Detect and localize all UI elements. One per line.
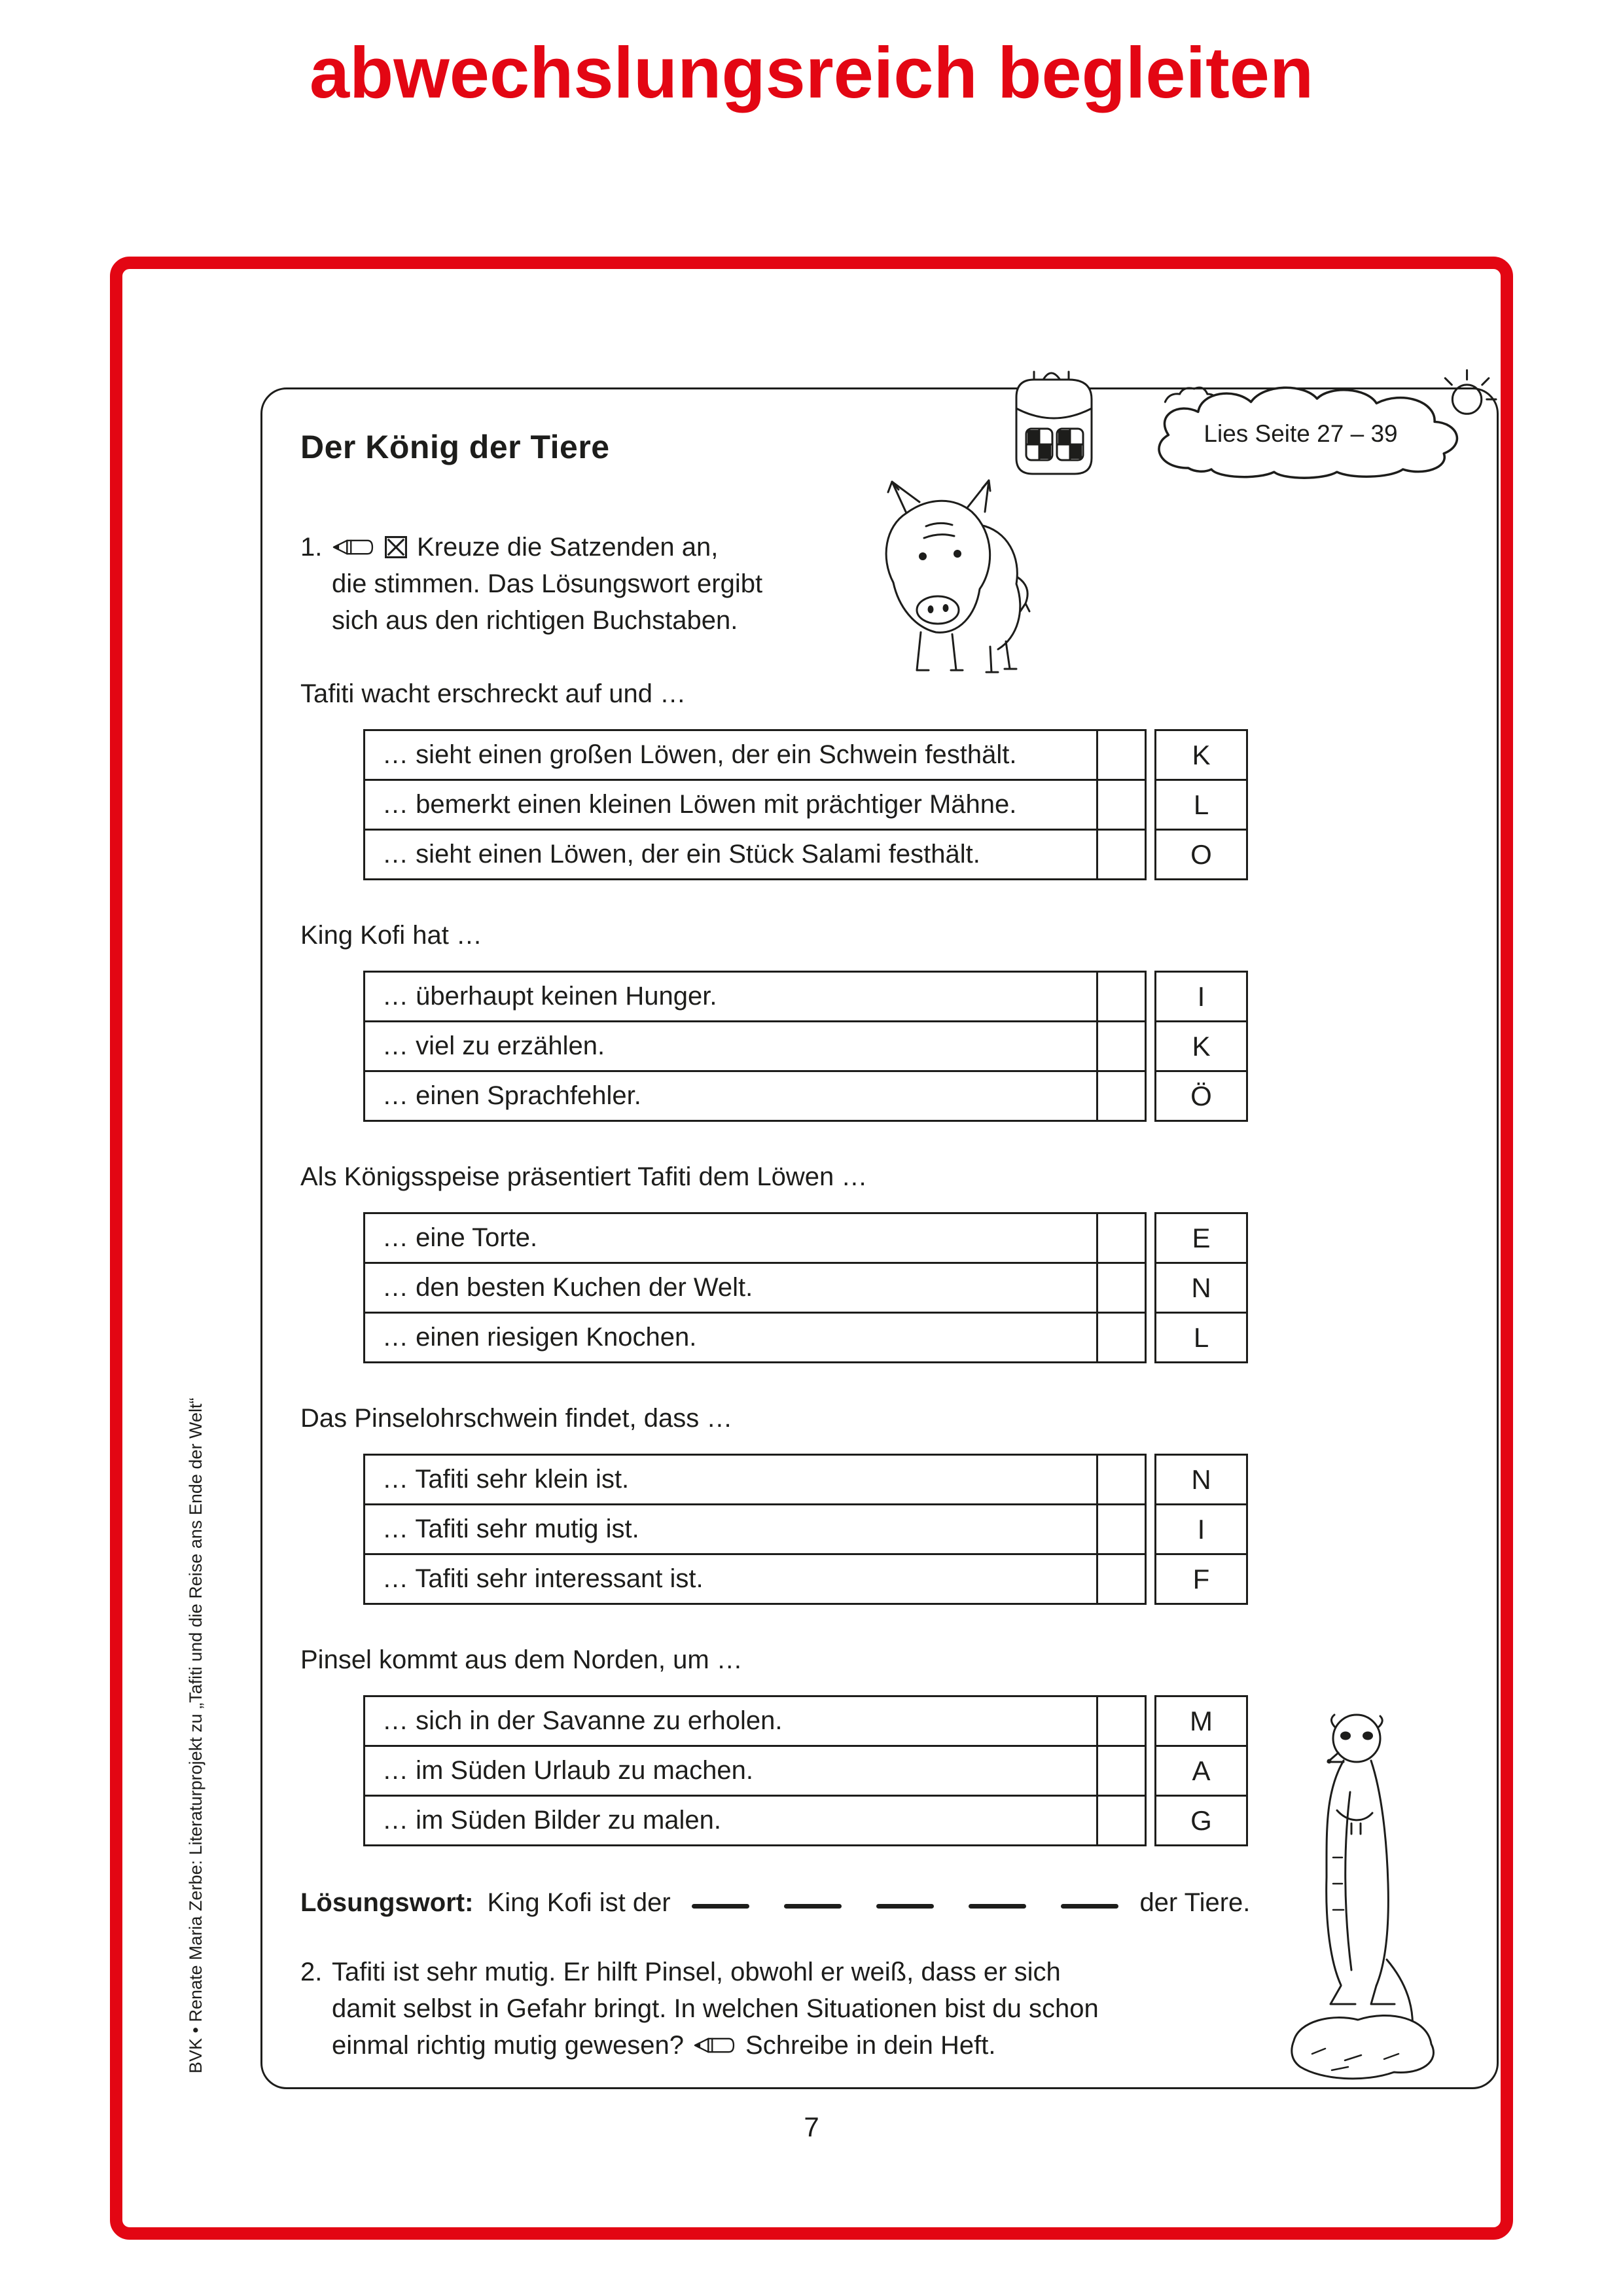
page-title: abwechslungsreich begleiten xyxy=(309,33,1314,113)
answer-text-cell: … Tafiti sehr interessant ist. xyxy=(365,1554,1097,1604)
answer-letter-cell: E xyxy=(1156,1213,1247,1263)
worksheet-title: Der König der Tiere xyxy=(300,429,610,465)
answer-letter-cell: K xyxy=(1156,730,1247,780)
answer-letter-cell: I xyxy=(1156,972,1247,1022)
answer-text-cell: … viel zu erzählen. xyxy=(365,1022,1097,1071)
answer-checkbox-cell[interactable] xyxy=(1097,1071,1146,1121)
answer-text-cell: … Tafiti sehr klein ist. xyxy=(365,1455,1097,1505)
letter-row xyxy=(1156,730,1247,780)
answer-letter-cell: G xyxy=(1156,1796,1247,1846)
pencil-icon xyxy=(332,537,375,557)
letters-table xyxy=(1154,1212,1248,1363)
solution-blank-3[interactable] xyxy=(876,1904,934,1909)
read-hint-cloud xyxy=(1139,374,1499,482)
pig-illustration xyxy=(861,473,1034,685)
letter-row xyxy=(1156,972,1247,1022)
letter-row xyxy=(1156,1455,1247,1505)
question-group xyxy=(300,1400,1457,1605)
pencil-icon xyxy=(693,2036,736,2055)
task-1-line-2: die stimmen. Das Lösungswort ergibt xyxy=(332,569,763,598)
letter-row xyxy=(1156,1071,1247,1121)
answer-checkbox-cell[interactable] xyxy=(1097,730,1146,780)
answer-text-cell: … überhaupt keinen Hunger. xyxy=(365,972,1097,1022)
letter-row xyxy=(1156,1022,1247,1071)
answer-row xyxy=(365,1746,1146,1796)
task-2-line-2: damit selbst in Gefahr bringt. In welchen Situationen bist du schon xyxy=(332,1994,1099,2023)
answer-checkbox-cell[interactable] xyxy=(1097,1796,1146,1846)
answer-checkbox-cell[interactable] xyxy=(1097,972,1146,1022)
meerkat-illustration xyxy=(1260,1700,1463,2093)
letter-row xyxy=(1156,830,1247,880)
answer-row xyxy=(365,1213,1146,1263)
statements-table xyxy=(363,1212,1147,1363)
answer-row xyxy=(365,1313,1146,1363)
answer-text-cell: … einen Sprachfehler. xyxy=(365,1071,1097,1121)
answers-table xyxy=(363,729,1457,880)
answer-row xyxy=(365,972,1146,1022)
letters-table xyxy=(1154,1454,1248,1605)
letter-row xyxy=(1156,1213,1247,1263)
answer-row xyxy=(365,1071,1146,1121)
task-number: 1. xyxy=(300,533,323,562)
answer-letter-cell: A xyxy=(1156,1746,1247,1796)
answer-row xyxy=(365,1696,1146,1746)
solution-label: Lösungswort: xyxy=(300,1888,474,1917)
answer-row xyxy=(365,1796,1146,1846)
answer-text-cell: … bemerkt einen kleinen Löwen mit prächtiger Mähne. xyxy=(365,780,1097,830)
answer-checkbox-cell[interactable] xyxy=(1097,1505,1146,1554)
answer-letter-cell: N xyxy=(1156,1263,1247,1313)
sun-icon xyxy=(1445,370,1496,414)
checkbox-x-icon xyxy=(384,535,408,559)
group-prompt: King Kofi hat … xyxy=(300,921,482,950)
statements-table xyxy=(363,729,1147,880)
group-prompt: Als Königsspeise präsentiert Tafiti dem Löwen … xyxy=(300,1162,868,1191)
answer-row xyxy=(365,1022,1146,1071)
solution-suffix: der Tiere. xyxy=(1139,1888,1251,1917)
answer-row xyxy=(365,830,1146,880)
answer-letter-cell: Ö xyxy=(1156,1071,1247,1121)
answer-checkbox-cell[interactable] xyxy=(1097,1554,1146,1604)
answer-checkbox-cell[interactable] xyxy=(1097,1313,1146,1363)
question-group xyxy=(300,1158,1457,1363)
question-group xyxy=(300,917,1457,1122)
statements-table xyxy=(363,971,1147,1122)
letter-row xyxy=(1156,1696,1247,1746)
answer-text-cell: … sich in der Savanne zu erholen. xyxy=(365,1696,1097,1746)
answer-row xyxy=(365,730,1146,780)
answer-letter-cell: K xyxy=(1156,1022,1247,1071)
letter-row xyxy=(1156,1746,1247,1796)
statements-table xyxy=(363,1695,1147,1846)
answer-checkbox-cell[interactable] xyxy=(1097,780,1146,830)
answer-checkbox-cell[interactable] xyxy=(1097,1263,1146,1313)
answer-checkbox-cell[interactable] xyxy=(1097,1696,1146,1746)
answers-table xyxy=(363,1212,1457,1363)
answers-table xyxy=(363,1454,1457,1605)
letters-table xyxy=(1154,729,1248,880)
task-2-instruction: Schreibe in dein Heft. xyxy=(745,2031,996,2060)
answer-letter-cell: F xyxy=(1156,1554,1247,1604)
letters-table xyxy=(1154,1695,1248,1846)
solution-blank-1[interactable] xyxy=(692,1904,749,1909)
answer-checkbox-cell[interactable] xyxy=(1097,1022,1146,1071)
answer-text-cell: … im Süden Bilder zu malen. xyxy=(365,1796,1097,1846)
answer-row xyxy=(365,1554,1146,1604)
backpack-illustration xyxy=(993,361,1108,482)
task-number: 2. xyxy=(300,1958,323,1986)
letter-row xyxy=(1156,780,1247,830)
solution-blank-5[interactable] xyxy=(1061,1904,1118,1909)
letter-row xyxy=(1156,1796,1247,1846)
task-2-question: einmal richtig mutig gewesen? xyxy=(332,2031,685,2060)
statements-table xyxy=(363,1454,1147,1605)
answer-row xyxy=(365,1263,1146,1313)
letter-row xyxy=(1156,1505,1247,1554)
group-prompt: Das Pinselohrschwein findet, dass … xyxy=(300,1404,733,1433)
task-1-line-3: sich aus den richtigen Buchstaben. xyxy=(332,606,738,635)
answer-row xyxy=(365,1505,1146,1554)
solution-blank-4[interactable] xyxy=(969,1904,1026,1909)
answer-row xyxy=(365,780,1146,830)
solution-blank-2[interactable] xyxy=(784,1904,842,1909)
answer-text-cell: … sieht einen großen Löwen, der ein Schwein festhält. xyxy=(365,730,1097,780)
answer-text-cell: … sieht einen Löwen, der ein Stück Salami festhält. xyxy=(365,830,1097,880)
answer-checkbox-cell[interactable] xyxy=(1097,1455,1146,1505)
letter-row xyxy=(1156,1313,1247,1363)
answers-table xyxy=(363,971,1457,1122)
read-hint-text: Lies Seite 27 – 39 xyxy=(1204,420,1398,447)
letters-table xyxy=(1154,971,1248,1122)
answer-letter-cell: N xyxy=(1156,1455,1247,1505)
answer-letter-cell: O xyxy=(1156,830,1247,880)
answer-checkbox-cell[interactable] xyxy=(1097,1213,1146,1263)
answer-text-cell: … einen riesigen Knochen. xyxy=(365,1313,1097,1363)
answer-checkbox-cell[interactable] xyxy=(1097,1746,1146,1796)
group-prompt: Pinsel kommt aus dem Norden, um … xyxy=(300,1645,743,1674)
group-prompt: Tafiti wacht erschreckt auf und … xyxy=(300,679,687,708)
publisher-credit: BVK • Renate Maria Zerbe: Literaturprojekt zu „Tafiti und die Reise ans Ende der Welt“ xyxy=(186,1397,205,2073)
task-1-text: Kreuze die Satzenden an, xyxy=(417,533,719,562)
answer-text-cell: … im Süden Urlaub zu machen. xyxy=(365,1746,1097,1796)
answer-row xyxy=(365,1455,1146,1505)
answer-checkbox-cell[interactable] xyxy=(1097,830,1146,880)
answer-text-cell: … eine Torte. xyxy=(365,1213,1097,1263)
answer-text-cell: … den besten Kuchen der Welt. xyxy=(365,1263,1097,1313)
page-number: 7 xyxy=(804,2111,819,2142)
answer-letter-cell: M xyxy=(1156,1696,1247,1746)
answer-letter-cell: I xyxy=(1156,1505,1247,1554)
answer-text-cell: … Tafiti sehr mutig ist. xyxy=(365,1505,1097,1554)
letter-row xyxy=(1156,1554,1247,1604)
answer-letter-cell: L xyxy=(1156,1313,1247,1363)
question-group xyxy=(300,675,1457,880)
answer-letter-cell: L xyxy=(1156,780,1247,830)
letter-row xyxy=(1156,1263,1247,1313)
solution-prefix: King Kofi ist der xyxy=(487,1888,671,1917)
task-2-line-1: Tafiti ist sehr mutig. Er hilft Pinsel, obwohl er weiß, dass er sich xyxy=(332,1958,1061,1986)
